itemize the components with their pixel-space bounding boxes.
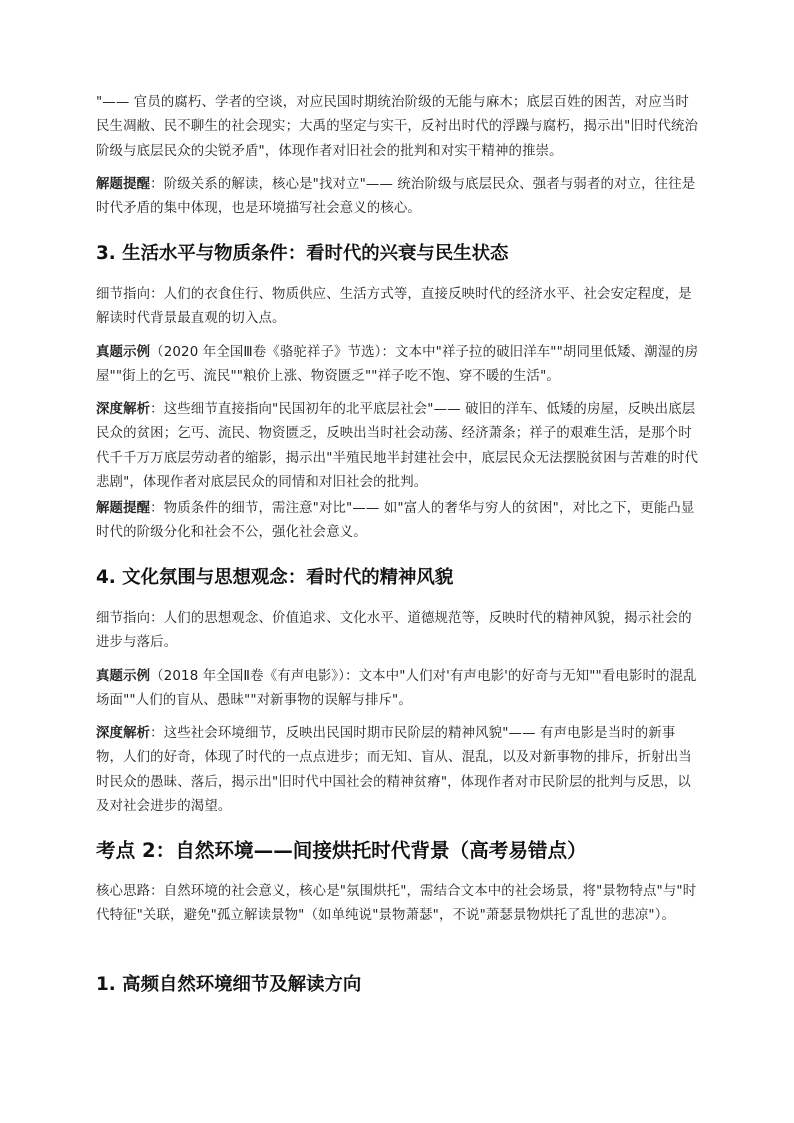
paragraph-text: ：这些社会环境细节，反映出民国时期市民阶层的精神风貌"—— 有声电影是当时的新事物，人们的好奇，体现了时代的一点点进步；而无知、盲从、混乱，以及对新事物的排斥，折射出当时民众的愚昧、落后，揭示出"旧时代中国社会的精神贫瘠"，体现作者对市民阶层的批判与反思，以及对社会进步的渴望。	[96, 726, 692, 814]
example-label: 真题示例	[96, 345, 151, 360]
paragraph-text: ：阶级关系的解读，核心是"找对立"—— 统治阶级与底层民众、强者与弱者的对立，往往是时代矛盾的集中体现，也是环境描写社会意义的核心。	[96, 177, 696, 217]
paragraph-core-idea	[96, 880, 700, 929]
paragraph-detail-pointer-3	[96, 283, 700, 332]
paragraph-analysis-luotuo	[96, 398, 700, 495]
tip-label: 解题提醒	[96, 501, 151, 516]
paragraph-text: 细节指向：人们的衣食住行、物质供应、生活方式等，直接反映时代的经济水平、社会安定程度，是解读时代背景最直观的切入点。	[96, 287, 692, 327]
paragraph-text: 核心思路：自然环境的社会意义，核心是"氛围烘托"，需结合文本中的社会场景，将"景物特点"与"时代特征"关联，避免"孤立解读景物"（如单纯说"景物萧瑟"，不说"萧瑟景物烘托了乱世的悲凉"）。	[96, 884, 697, 924]
paragraph-example-luotuo	[96, 341, 700, 390]
analysis-label: 深度解析	[96, 402, 151, 417]
heading-cultural-atmosphere: 4. 文化氛围与思想观念：看时代的精神风貌	[96, 567, 454, 588]
paragraph-text: 细节指向：人们的思想观念、价值追求、文化水平、道德规范等，反映时代的精神风貌，揭示社会的进步与落后。	[96, 611, 692, 651]
paragraph-text: ：物质条件的细节，需注意"对比"—— 如"富人的奢华与穷人的贫困"，对比之下，更能凸显时代的阶级分化和社会不公，强化社会意义。	[96, 501, 695, 541]
paragraph-detail-pointer-4	[96, 607, 700, 656]
heading-natural-environment: 考点 2：自然环境——间接烘托时代背景（高考易错点）	[96, 839, 587, 862]
paragraph-social-contradiction	[96, 91, 700, 164]
paragraph-text: （2020 年全国Ⅲ卷《骆驼祥子》节选）：文本中"祥子拉的破旧洋车""胡同里低矮、潮湿的房屋""街上的乞丐、流民""粮价上涨、物资匮乏""祥子吃不饱、穿不暖的生活"。	[96, 345, 699, 385]
example-label: 真题示例	[96, 669, 151, 684]
paragraph-example-youshengdianying	[96, 665, 700, 714]
heading-living-standard: 3. 生活水平与物质条件：看时代的兴衰与民生状态	[96, 243, 509, 264]
tip-label: 解题提醒	[96, 177, 151, 192]
heading-high-frequency-details: 1. 高频自然环境细节及解读方向	[96, 974, 362, 995]
paragraph-text: （2018 年全国Ⅱ卷《有声电影》）：文本中"人们对'有声电影'的好奇与无知""看电影时的混乱场面""人们的盲从、愚昧""对新事物的误解与排斥"。	[96, 669, 697, 709]
paragraph-tip-material	[96, 497, 700, 546]
paragraph-analysis-youshengdianying	[96, 722, 700, 819]
analysis-label: 深度解析	[96, 726, 151, 741]
paragraph-text: "—— 官员的腐朽、学者的空谈，对应民国时期统治阶级的无能与麻木；底层百姓的困苦，对应当时民生凋敝、民不聊生的社会现实；大禹的坚定与实干，反衬出时代的浮躁与腐朽，揭示出"旧时代统治阶级与底层民众的尖锐矛盾"，体现作者对旧社会的批判和对实干精神的推崇。	[96, 95, 699, 159]
paragraph-text: ：这些细节直接指向"民国初年的北平底层社会"—— 破旧的洋车、低矮的房屋，反映出底层民众的贫困；乞丐、流民、物资匮乏，反映出当时社会动荡、经济萧条；祥子的艰难生活，是那个时代千千万万底层劳动者的缩影，揭示出"半殖民地半封建社会中，底层民众无法摆脱贫困与苦难的时代悲剧"，体现作者对底层民众的同情和对旧社会的批判。	[96, 402, 699, 490]
paragraph-tip-class	[96, 173, 700, 222]
